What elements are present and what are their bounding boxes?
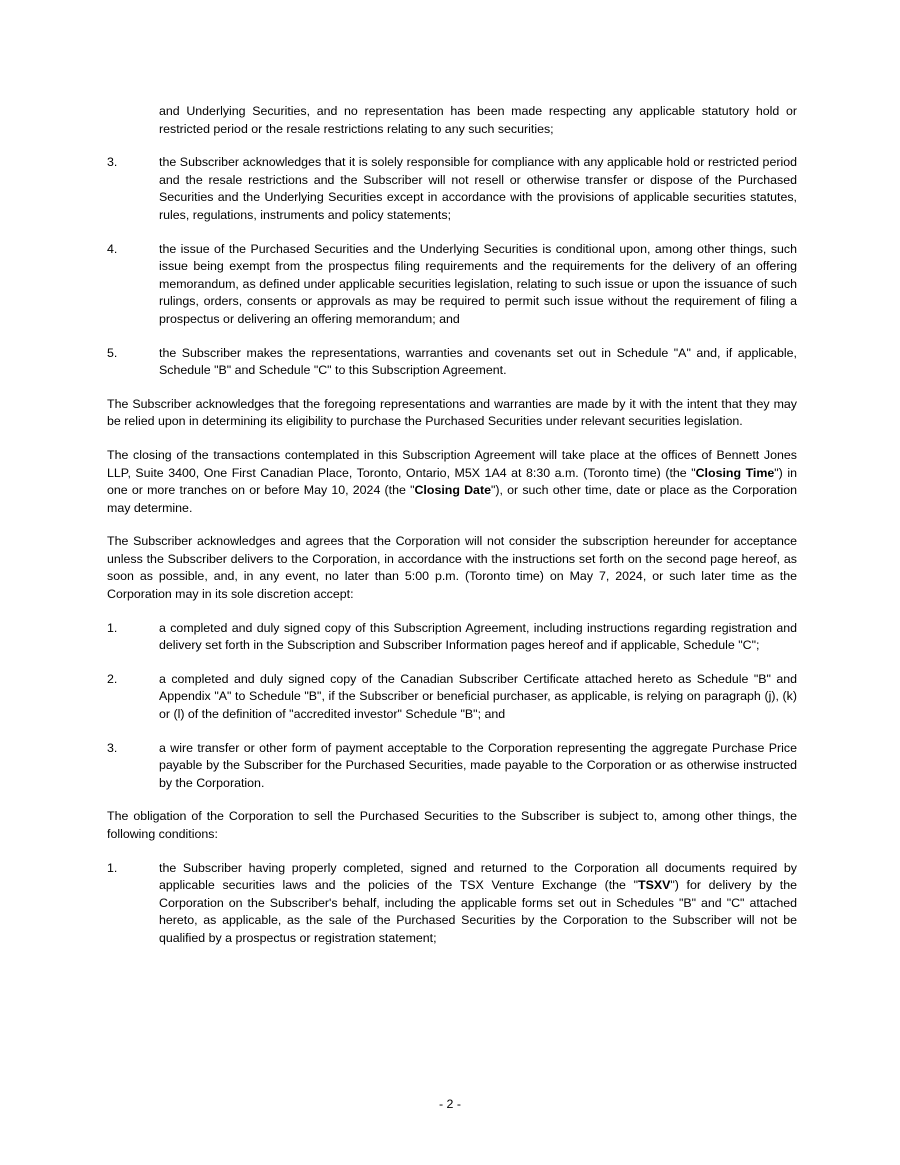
closing-date-term: Closing Date: [414, 483, 491, 498]
page-number: - 2 -: [438, 1097, 462, 1111]
item-number: 1.: [107, 620, 118, 635]
item-text: the issue of the Purchased Securities and the Underlying Securities is conditional upon, among other things, such issue being exempt from the prospectus filing requirements and the requirements for the delivery of an offering memorandum, as defined under applicable securities legislation, relating to such issue or upon the issuance of such rulings, orders, consents or approvals as may be required to permit such issue without the requirement of filing a prospectus or delivering an offering memorandum; and: [159, 241, 797, 326]
item-text: a wire transfer or other form of payment acceptable to the Corporation representing the aggregate Purchase Price payable by the Subscriber for the Purchased Securities, made payable to the Corporation or as otherwise instructed by the Corporation.: [159, 740, 797, 790]
item-number: 1.: [107, 860, 118, 875]
list-item: [107, 860, 797, 948]
item-text: the Subscriber makes the representations, warranties and covenants set out in Schedule "A" and, if applicable, Schedule "B" and Schedule "C" to this Subscription Agreement.: [159, 345, 797, 378]
list-item: [107, 345, 797, 380]
continued-paragraph: and Underlying Securities, and no representation has been made respecting any applicable statutory hold or restricted period or the resale restrictions relating to any such securities;: [159, 104, 797, 136]
list-item: [107, 740, 797, 793]
item-text: the Subscriber having properly completed, signed and returned to the Corporation all documents required by applicable securities laws and the policies of the TSX Venture Exchange (the "TSXV") for delivery by the Corporation on the Subscriber's behalf, including the applicable forms set out in Schedules "B" and "C" attached hereto, as applicable, as the sale of the Purchased Securities by the Corporation to the Subscriber will not be qualified by a prospectus or registration statement;: [159, 860, 797, 945]
reliance-paragraph: The Subscriber acknowledges that the foregoing representations and warranties are made by it with the intent that they may be relied upon in determining its eligibility to purchase the Purchased Securities under relevant securities legislation.: [107, 396, 797, 429]
list-item: [107, 241, 797, 329]
item-text: a completed and duly signed copy of the Canadian Subscriber Certificate attached hereto as Schedule "B" and Appendix "A" to Schedule "B", if the Subscriber or beneficial purchaser, as applicable, is relying on paragraph (j), (k) or (l) of the definition of "accredited investor" Schedule "B"; and: [159, 671, 797, 722]
item-number: 4.: [107, 241, 118, 256]
item-text: the Subscriber acknowledges that it is solely responsible for compliance with any applicable hold or restricted period and the resale restrictions and the Subscriber will not resell or otherwise transfer or dispose of the Purchased Securities and the Underlying Securities except in accordance with the provisions of applicable securities statutes, rules, regulations, instruments and policy statements;: [159, 155, 797, 222]
item-number: 3.: [107, 740, 118, 755]
closing-time-term: Closing Time: [695, 465, 775, 480]
list-item: [107, 154, 797, 224]
item-number: 5.: [107, 345, 118, 360]
document-page: [107, 103, 797, 964]
item-number: 2.: [107, 671, 118, 686]
obligation-paragraph: The obligation of the Corporation to sell the Purchased Securities to the Subscriber is subject to, among other things, the following conditions:: [107, 809, 797, 841]
acceptance-paragraph: The Subscriber acknowledges and agrees that the Corporation will not consider the subscription hereunder for acceptance unless the Subscriber delivers to the Corporation, in accordance with the instructions set forth on the second page hereof, as soon as possible, and, in any event, no later than 5:00 p.m. (Toronto time) on May 7, 2024, or such later time as the Corporation may in its sole discretion accept:: [107, 534, 797, 602]
item-number: 3.: [107, 155, 118, 170]
closing-paragraph: The closing of the transactions contemplated in this Subscription Agreement will take place at the offices of Bennett Jones LLP, Suite 3400, One First Canadian Place, Toronto, Ontario, M5X 1A4 at 8:30 a.m. (Toronto time) (the "Closing Time") in one or more tranches on or before May 10, 2024 (the "Closing Date"), or such other time, date or place as the Corporation may determine.: [107, 447, 797, 515]
tsxv-term: TSXV: [638, 878, 671, 893]
list-item: [107, 671, 797, 724]
item-text: a completed and duly signed copy of this Subscription Agreement, including instructions regarding registration and delivery set forth in the Subscription and Subscriber Information pages hereof and if applicable, Schedule "C";: [159, 620, 797, 653]
list-item: [107, 620, 797, 655]
